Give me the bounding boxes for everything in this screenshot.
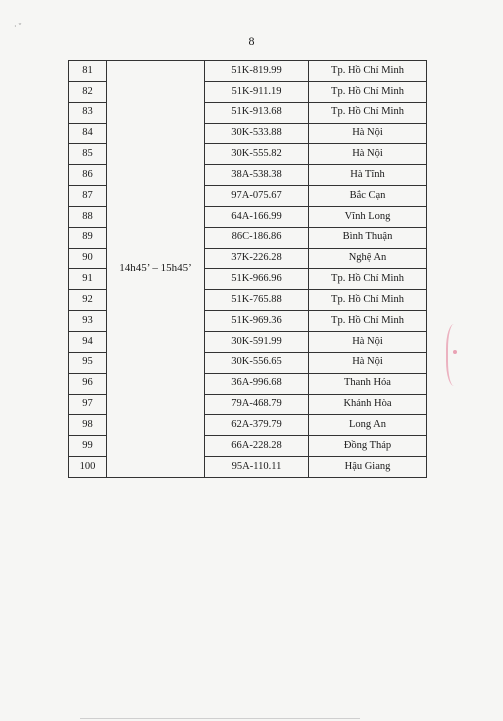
row-number: 84	[69, 123, 107, 144]
province: Long An	[309, 415, 427, 436]
license-plate: 66A-228.28	[205, 436, 309, 457]
row-number: 81	[69, 61, 107, 82]
row-number: 88	[69, 206, 107, 227]
license-plate: 36A-996.68	[205, 373, 309, 394]
license-plate: 51K-969.36	[205, 311, 309, 332]
license-plate: 51K-765.88	[205, 290, 309, 311]
license-plate: 95A-110.11	[205, 457, 309, 478]
province: Hà Nội	[309, 331, 427, 352]
province: Tp. Hồ Chí Minh	[309, 290, 427, 311]
province: Hậu Giang	[309, 457, 427, 478]
table-row	[69, 61, 427, 82]
province: Vĩnh Long	[309, 206, 427, 227]
province: Đồng Tháp	[309, 436, 427, 457]
license-plate: 30K-591.99	[205, 331, 309, 352]
scan-mark: · ˇ	[14, 22, 22, 31]
license-plate: 86C-186.86	[205, 227, 309, 248]
red-stamp-mark	[446, 324, 466, 386]
province: Khánh Hòa	[309, 394, 427, 415]
time-slot-cell: 14h45’ – 15h45’	[107, 61, 205, 478]
license-plate: 79A-468.79	[205, 394, 309, 415]
province: Hà Nội	[309, 123, 427, 144]
province: Hà Nội	[309, 352, 427, 373]
license-plate: 30K-533.88	[205, 123, 309, 144]
license-plate: 97A-075.67	[205, 186, 309, 207]
license-plate: 51K-819.99	[205, 61, 309, 82]
province: Bắc Cạn	[309, 186, 427, 207]
row-number: 95	[69, 352, 107, 373]
row-number: 100	[69, 457, 107, 478]
province: Tp. Hồ Chí Minh	[309, 269, 427, 290]
license-plate: 30K-555.82	[205, 144, 309, 165]
row-number: 86	[69, 165, 107, 186]
province: Hà Nội	[309, 144, 427, 165]
license-plate: 62A-379.79	[205, 415, 309, 436]
row-number: 97	[69, 394, 107, 415]
license-plate: 38A-538.38	[205, 165, 309, 186]
row-number: 92	[69, 290, 107, 311]
row-number: 93	[69, 311, 107, 332]
license-plate: 37K-226.28	[205, 248, 309, 269]
province: Bình Thuận	[309, 227, 427, 248]
row-number: 87	[69, 186, 107, 207]
plate-auction-table	[68, 60, 427, 478]
row-number: 94	[69, 331, 107, 352]
table-body	[69, 61, 427, 478]
license-plate: 51K-966.96	[205, 269, 309, 290]
row-number: 99	[69, 436, 107, 457]
row-number: 90	[69, 248, 107, 269]
province: Tp. Hồ Chí Minh	[309, 311, 427, 332]
province: Nghệ An	[309, 248, 427, 269]
license-plate: 51K-913.68	[205, 102, 309, 123]
license-plate: 64A-166.99	[205, 206, 309, 227]
page-number: 8	[248, 34, 255, 48]
row-number: 85	[69, 144, 107, 165]
row-number: 89	[69, 227, 107, 248]
scan-edge-line	[80, 718, 360, 719]
row-number: 83	[69, 102, 107, 123]
stamp-dot	[453, 350, 457, 354]
row-number: 91	[69, 269, 107, 290]
plate-table-container	[68, 60, 427, 478]
row-number: 96	[69, 373, 107, 394]
province: Hà Tĩnh	[309, 165, 427, 186]
province: Tp. Hồ Chí Minh	[309, 81, 427, 102]
row-number: 98	[69, 415, 107, 436]
license-plate: 30K-556.65	[205, 352, 309, 373]
province: Thanh Hóa	[309, 373, 427, 394]
province: Tp. Hồ Chí Minh	[309, 102, 427, 123]
province: Tp. Hồ Chí Minh	[309, 61, 427, 82]
row-number: 82	[69, 81, 107, 102]
license-plate: 51K-911.19	[205, 81, 309, 102]
